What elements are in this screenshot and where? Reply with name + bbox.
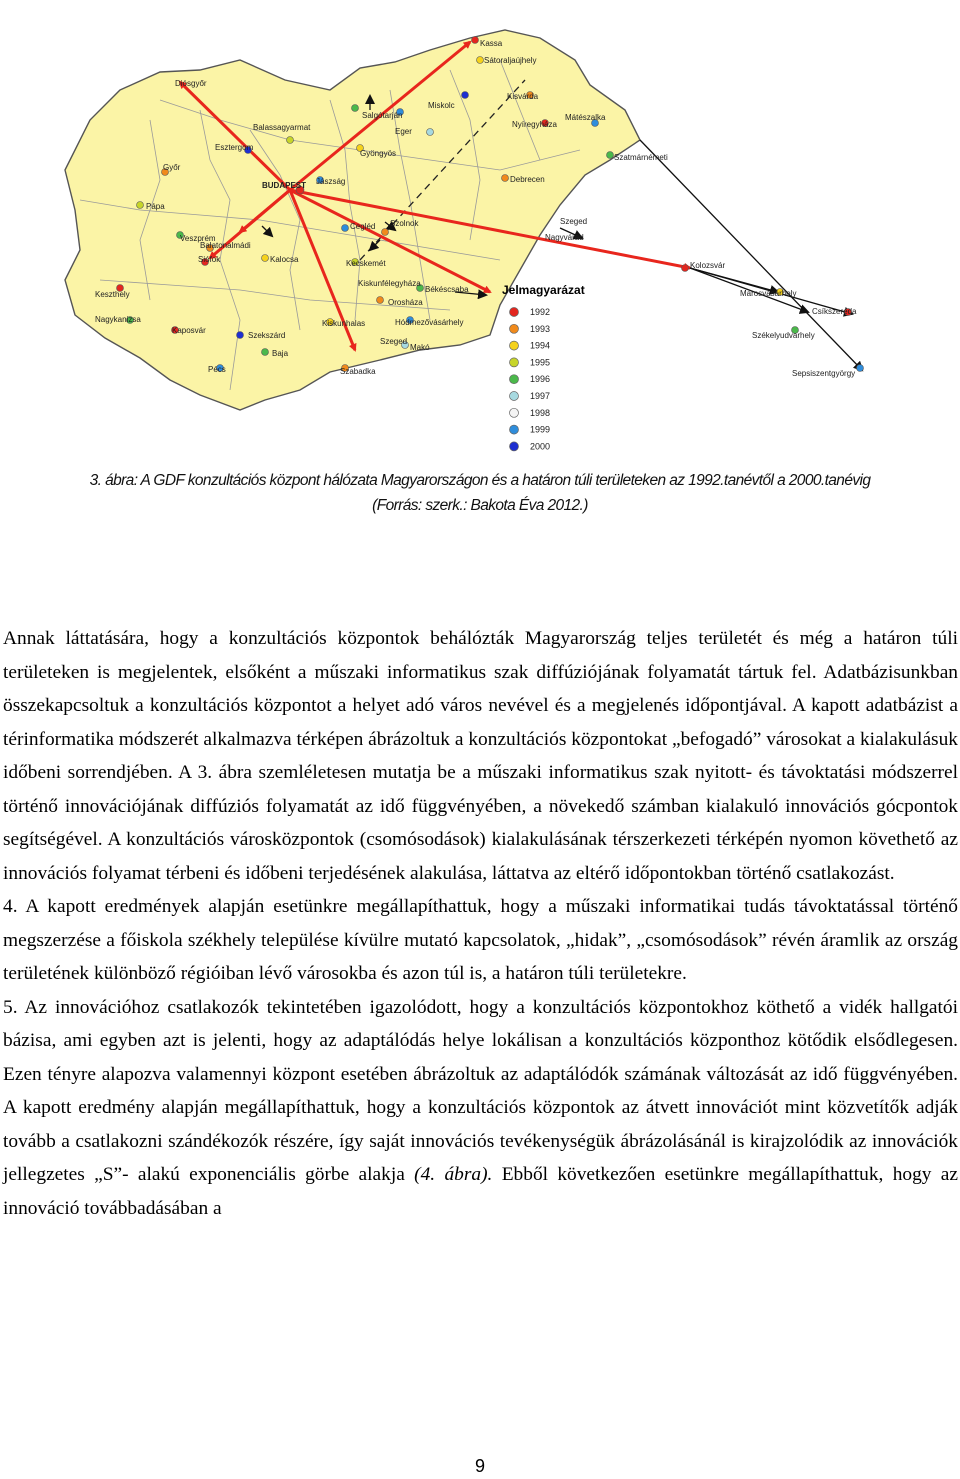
- town-label: Balatonalmádi: [200, 241, 251, 250]
- town-label: Eger: [395, 127, 412, 136]
- legend-year: 1995: [530, 357, 551, 368]
- town-label: Kiskunhalas: [322, 319, 366, 328]
- town-label: Sepsiszentgyörgy: [792, 369, 856, 378]
- legend-swatch: [510, 442, 519, 451]
- town-label: Kassa: [480, 39, 503, 48]
- paragraph-5: [3, 991, 958, 1226]
- town-label: Szeged: [380, 337, 408, 346]
- town-label: Baja: [272, 349, 289, 358]
- legend-year: 1999: [530, 424, 551, 435]
- town-label: Mátészalka: [565, 113, 606, 122]
- hungary-network-map: [0, 0, 960, 455]
- paragraph-4: 4. A kapott eredmények alapján esetünkre megállapíthattuk, hogy a műszaki informatikai tudás távoktatással történő megszerzése a főiskola székhely települése kívülre mutató kapcsolatok, „hidak”, „csomósodások” révén áramlik az ország területének különböző régióiban lévő városokba és azon túl is, a határon túli területekre.: [3, 896, 958, 984]
- town-label: Siófok: [198, 255, 221, 264]
- town-label: Miskolc: [428, 101, 455, 110]
- legend-year: 1997: [530, 391, 551, 401]
- figure-source: (Forrás: szerk.: Bakota Éva 2012.): [372, 497, 588, 514]
- page-number: 9: [474, 1456, 485, 1476]
- town-label: Veszprém: [180, 234, 216, 243]
- town-label: Nagyvárad: [545, 233, 584, 242]
- town-label: Sátoraljaújhely: [484, 56, 537, 65]
- figure-reference: (4. ábra).: [414, 1164, 493, 1185]
- town-label: Kecskemét: [346, 259, 386, 268]
- town-label: BUDAPEST: [262, 181, 307, 190]
- legend-swatch: [510, 375, 519, 384]
- legend-swatch: [510, 408, 519, 417]
- legend-swatch: [510, 324, 519, 333]
- town-label: Gyöngyös: [360, 149, 397, 158]
- town-label: Szolnok: [390, 219, 419, 228]
- town-label: Kiskunfélegyháza: [358, 279, 421, 288]
- town-label: Békéscsaba: [425, 285, 469, 294]
- town-label: Kolozsvár: [690, 261, 726, 270]
- legend-year: 2000: [530, 441, 551, 452]
- body-text: [3, 622, 958, 1225]
- town-label: Salgótarján: [362, 111, 403, 120]
- town-label: Pécs: [208, 365, 226, 374]
- town-label: Székelyudvarhely: [752, 331, 815, 340]
- town-label: Marosvásárhely: [740, 289, 797, 298]
- town-label: Szatmárnémeti: [614, 153, 668, 162]
- paragraph-1: Annak láttatására, hogy a konzultációs központok behálózták Magyarország teljes területét és még a határon túli területeken is megjelentek, elsőként a műszaki informatikus szak diffúziójának folyamatát tártuk fel. Adatbázisunkban összekapcsoltuk a konzultációs központot a helyet adó város nevével és a megjelenés időpontjával. A kapott adatbázist a térinformatika módszerét alkalmazva térképen ábrázoltuk a konzultációs központokat „befogadó” városokat a kialakulásuk időbeni sorrendjében. A 3. ábra szemléletesen mutatja be a műszaki informatikus szak nyitott- és távoktatási módszerrel történő innovációjának diffúziós folyamatát az idő függvényében, a növekedő számban kialakuló innovációs gócpontok segítségével. A konzultációs városközpontok (csomósodások) kialakulásának térszerkezeti térképén nyomon követhető az innovációs folyamat térbeni és időbeni terjedésének alakulása, láttatva az eltérő időpontokban történő csatlakozást.: [3, 628, 958, 884]
- paragraph-5-end: Ebből következően esetünkre megállapíthattuk, hogy az innováció továbbadásában a: [3, 1164, 958, 1219]
- legend-swatch: [510, 308, 519, 317]
- town-label: Orosháza: [388, 298, 423, 307]
- legend-swatch: [510, 392, 519, 401]
- town-label: Kaposvár: [172, 326, 206, 335]
- map-legend: [502, 283, 585, 451]
- legend-year: 1994: [530, 340, 551, 351]
- town-label: Diósgyőr: [175, 79, 207, 88]
- figure-caption: 3. ábra: A GDF konzultációs központ hálózata Magyarországon és a határon túli területeken az 1992.tanévtől a 2000.tanévig: [89, 472, 871, 489]
- town-label: Jászság: [316, 177, 346, 186]
- legend-title: Jelmagyarázat: [502, 283, 585, 297]
- legend-year: 1998: [530, 407, 551, 418]
- town-label: Szekszárd: [248, 331, 286, 340]
- town-label: Keszthely: [95, 290, 130, 299]
- town-label: Balassagyarmat: [253, 123, 311, 132]
- town-label: Hódmezővásárhely: [395, 318, 464, 327]
- legend-year: 1992: [530, 307, 551, 317]
- town-label: Szabadka: [340, 367, 376, 376]
- legend-swatch: [510, 425, 519, 434]
- legend-swatch: [510, 358, 519, 367]
- town-label: Nyíregyháza: [512, 120, 557, 129]
- town-label: Pápa: [146, 202, 165, 211]
- legend-year: 1993: [530, 323, 551, 334]
- town-label: Esztergom: [215, 143, 254, 152]
- legend-swatch: [510, 341, 519, 350]
- paragraph-5-text: 5. Az innovációhoz csatlakozók tekintetében igazolódott, hogy a konzultációs központokhoz köthető a vidék hallgatói bázisa, ami egyben azt is jelenti, hogy az adaptálódás helye lokálisan a konzultációs központhoz kötődik elsődlegesen. Ezen tényre alapozva valamennyi központ esetében ábrázoltuk az adaptálódók számának változását az idő függvényében. A kapott eredmény alapján megállapíthattuk, hogy a konzultációs központok az átvett innovációt mint közvetítők adják tovább a csatlakozni szándékozók részére, így saját innovációs tevékenységük ábrázolásánál is kirajzolódik az innovációk jellegzetes „S”- alakú exponenciális görbe alakja: [3, 996, 958, 1185]
- town-label: Makó: [410, 343, 430, 352]
- town-label: Nagykanizsa: [95, 315, 141, 324]
- town-label: Cegléd: [350, 222, 376, 231]
- town-label: Kalocsa: [270, 255, 299, 264]
- town-label: Szeged: [560, 217, 588, 226]
- town-label: Debrecen: [510, 175, 545, 184]
- town-label: Csíkszereda: [812, 307, 857, 316]
- town-label: Győr: [163, 163, 181, 172]
- legend-year: 1996: [530, 374, 551, 385]
- town-label: Kisvárda: [507, 92, 539, 101]
